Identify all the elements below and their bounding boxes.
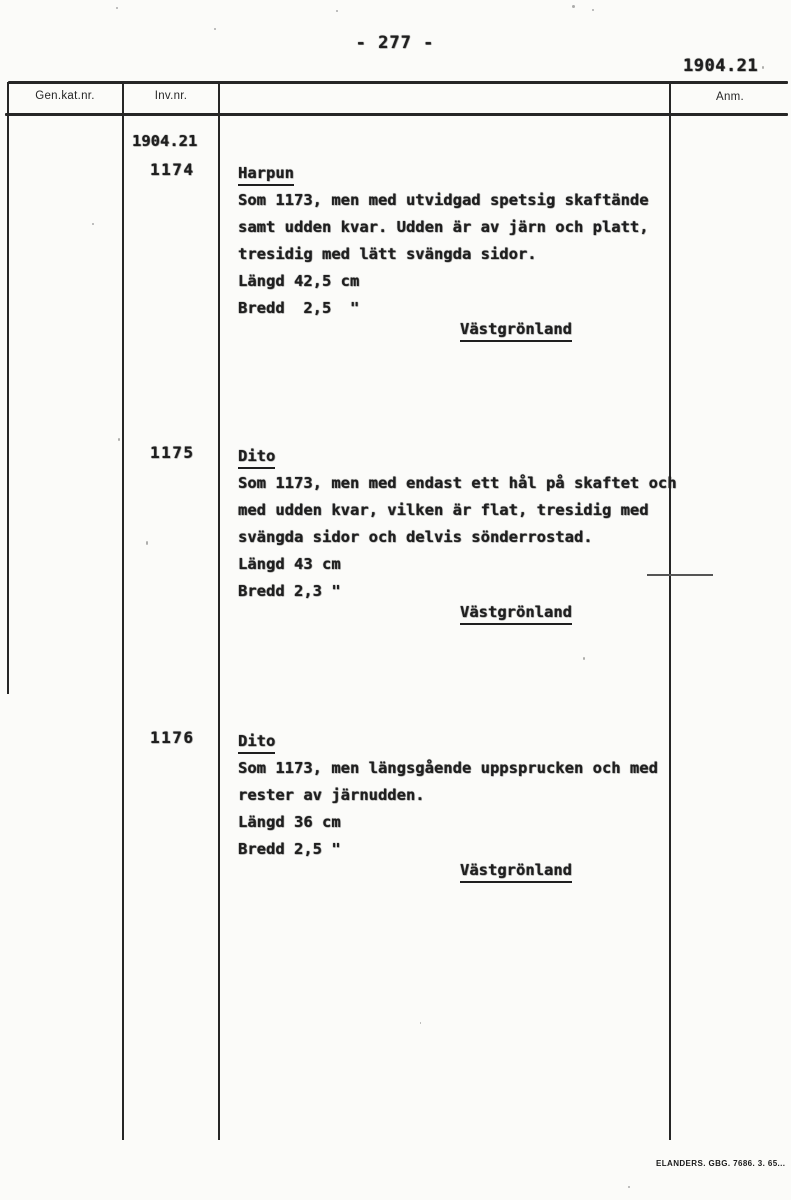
scan-noise-speck: [118, 438, 120, 441]
scan-noise-speck: [583, 657, 585, 660]
entry-body-line: Som 1173, men med endast ett hål på skaftet och: [238, 474, 677, 492]
scan-noise-speck: [116, 7, 118, 9]
entry-provenance: Västgrönland: [460, 319, 572, 342]
inventory-number: 1176: [150, 728, 195, 747]
entry-body-line: samt udden kvar. Udden är av järn och platt,: [238, 218, 649, 236]
scan-noise-speck: [336, 10, 338, 12]
entry-text: [238, 443, 708, 626]
column-header-gen-kat-nr: Gen.kat.nr.: [35, 90, 95, 102]
entry-body-line: Som 1173, men längsgående uppsprucken och med: [238, 759, 658, 777]
table-divider-inv-main: [218, 82, 220, 1140]
table-top-rule: [8, 81, 788, 84]
scan-noise-speck: [146, 541, 148, 545]
entry-title: Dito: [238, 731, 275, 754]
page-number: - 277 -: [355, 33, 435, 53]
column-header-anm: Anm.: [715, 91, 745, 103]
entry-body-line: svängda sidor och delvis sönderrostad.: [238, 528, 593, 546]
entry-text: [238, 160, 708, 343]
scan-noise-speck: [762, 66, 764, 69]
scan-noise-speck: [214, 28, 216, 30]
entry-width: Bredd 2,3 ": [238, 582, 341, 600]
entry-text: [238, 728, 708, 884]
scan-noise-speck: [420, 1022, 421, 1024]
scan-noise-speck: [628, 1186, 630, 1188]
entry-provenance: Västgrönland: [460, 602, 572, 625]
scan-noise-speck: [572, 5, 575, 8]
group-catalog-ref: 1904.21: [132, 132, 198, 150]
entry-title: Dito: [238, 446, 275, 469]
entry-title: Harpun: [238, 163, 294, 186]
scan-noise-speck: [592, 9, 594, 11]
entry-length: Längd 42,5 cm: [238, 272, 360, 290]
entry-width: Bredd 2,5 ": [238, 299, 360, 317]
entry-provenance: Västgrönland: [460, 860, 572, 883]
entry-body-line: Som 1173, men med utvidgad spetsig skaftände: [238, 191, 649, 209]
entry-length: Längd 43 cm: [238, 555, 341, 573]
catalog-ref-top: 1904.21: [683, 56, 759, 76]
table-divider-genkat-inv: [122, 82, 124, 1140]
inventory-number: 1174: [150, 160, 195, 179]
entry-width: Bredd 2,5 ": [238, 840, 341, 858]
scan-noise-speck: [92, 223, 94, 225]
entry-body-line: tresidig med lätt svängda sidor.: [238, 245, 537, 263]
inventory-number: 1175: [150, 443, 195, 462]
entry-length: Längd 36 cm: [238, 813, 341, 831]
column-header-inv-nr: Inv.nr.: [154, 90, 188, 102]
entry-body-line: rester av järnudden.: [238, 786, 425, 804]
table-left-border: [7, 82, 9, 694]
printer-imprint: ELANDERS. GBG. 7686. 3. 65...: [656, 1159, 786, 1168]
entry-body-line: med udden kvar, vilken är flat, tresidig med: [238, 501, 649, 519]
